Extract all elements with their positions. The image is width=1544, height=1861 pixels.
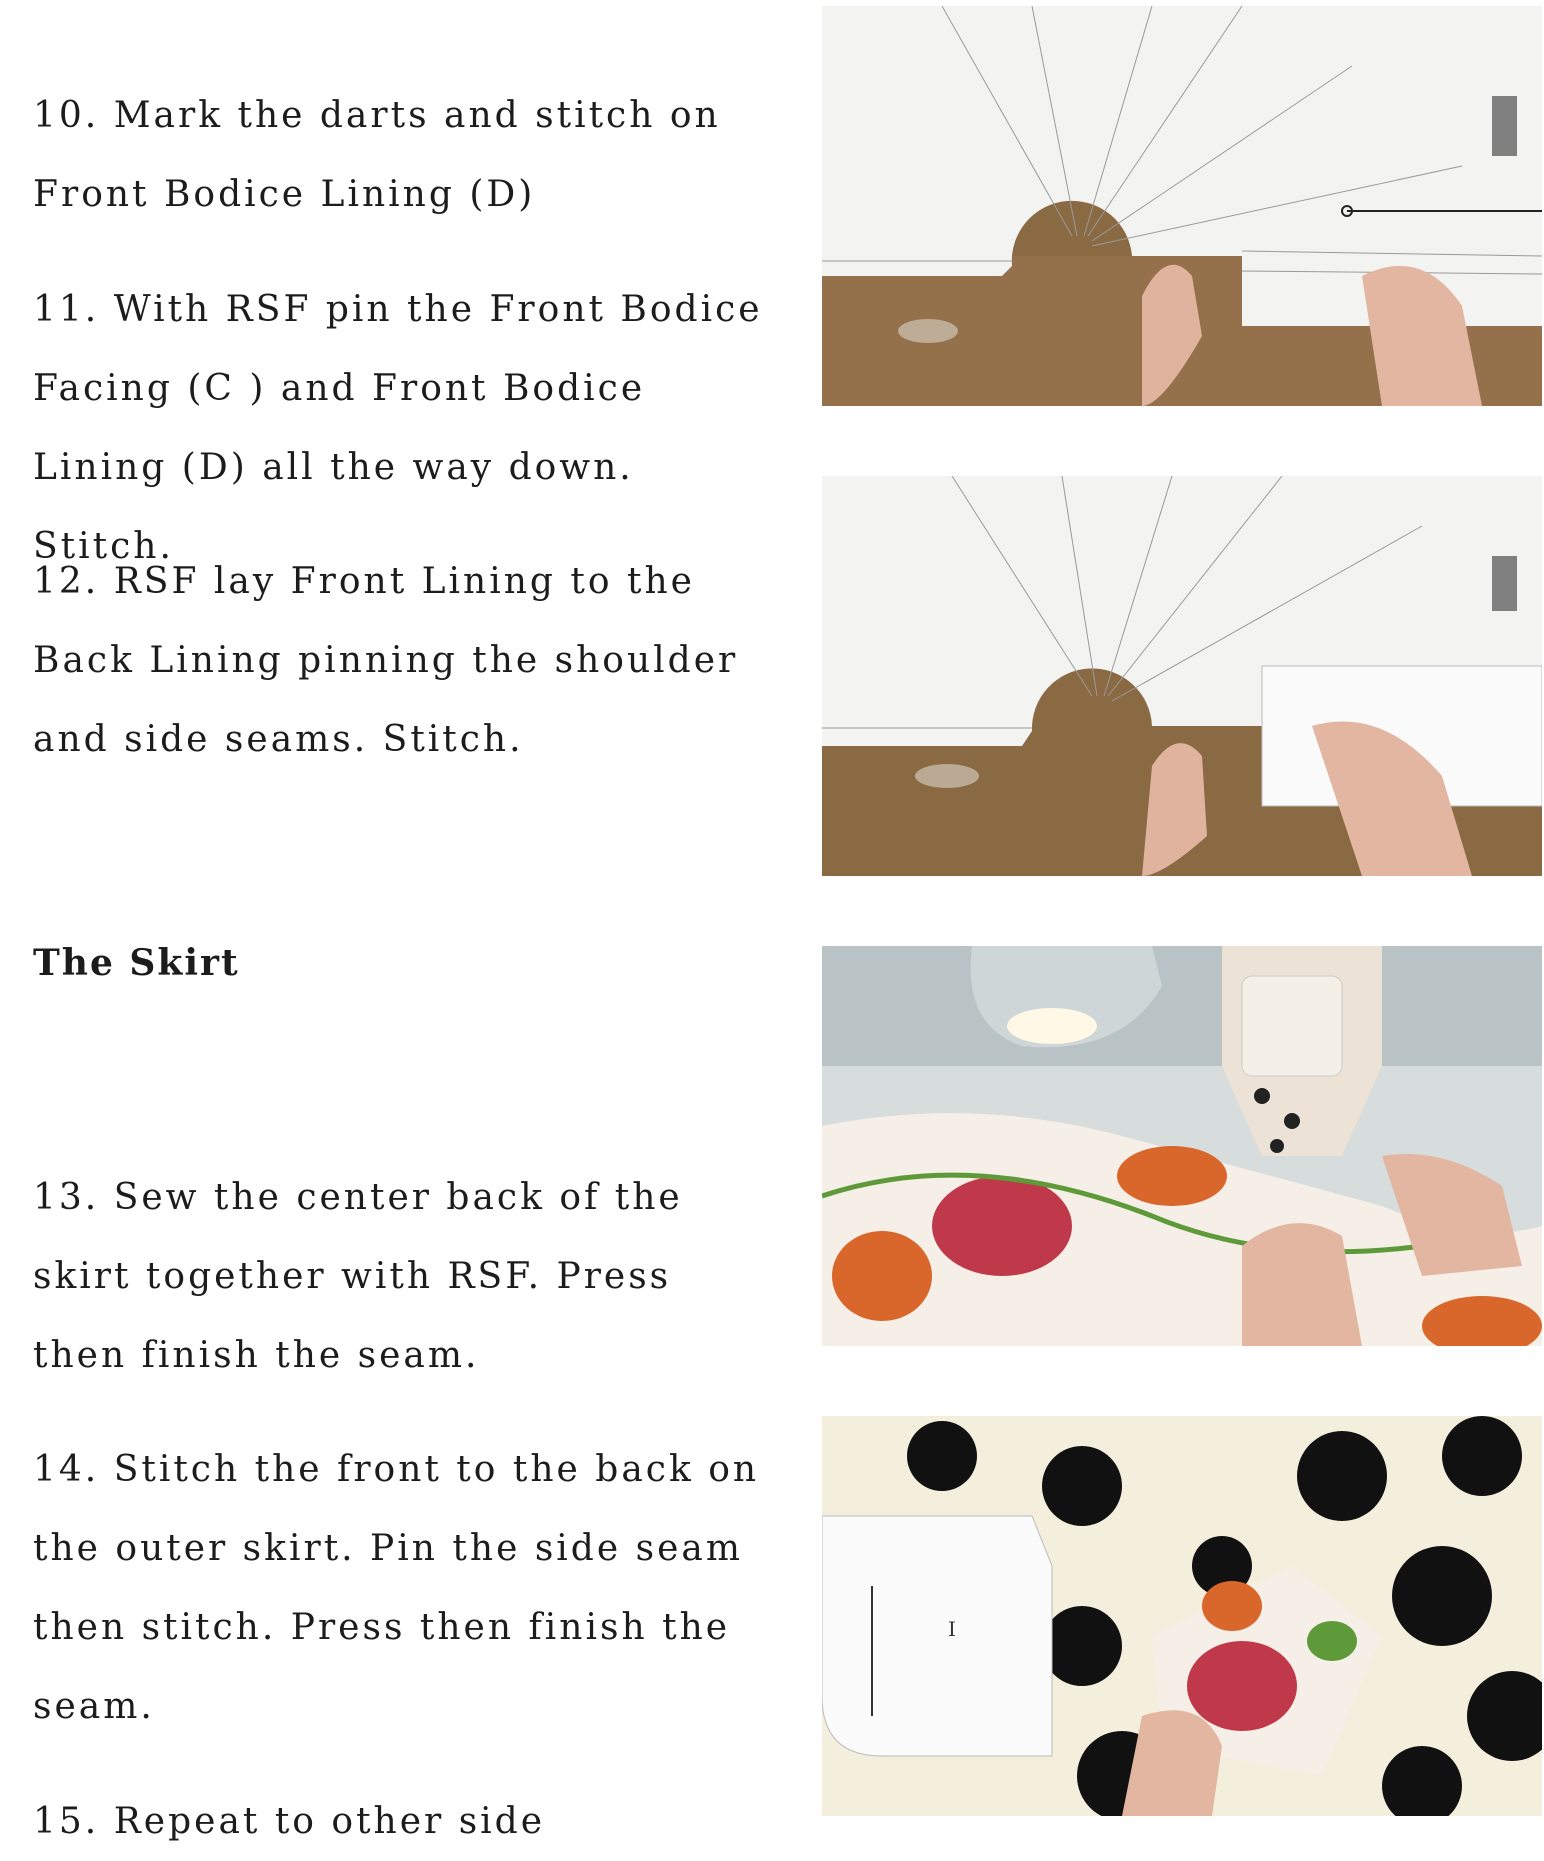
photo-sewing-machine [822,946,1542,1346]
photo-pattern-darts [822,6,1542,406]
section-heading: The Skirt [33,942,240,984]
step-10: 10. Mark the darts and stitch on Front Bodice Lining (D) [33,95,721,215]
photo-pattern-lining [822,476,1542,876]
step-11: 11. With RSF pin the Front Bodice Facing (C ) and Front Bodice Lining (D) all the way down. Stitch. [33,289,763,567]
svg-text:I: I [948,1617,956,1641]
step-13: 13. Sew the center back of the skirt together with RSF. Press then finish the seam. [33,1177,683,1376]
step-14: 14. Stitch the front to the back on the outer skirt. Pin the side seam then stitch. Press then finish the seam. [33,1449,760,1727]
step-12: 12. RSF lay Front Lining to the Back Lining pinning the shoulder and side seams. Stitch. [33,561,739,760]
photo-pocket-pattern [822,1416,1542,1816]
step-15: 15. Repeat to other side [33,1801,546,1842]
